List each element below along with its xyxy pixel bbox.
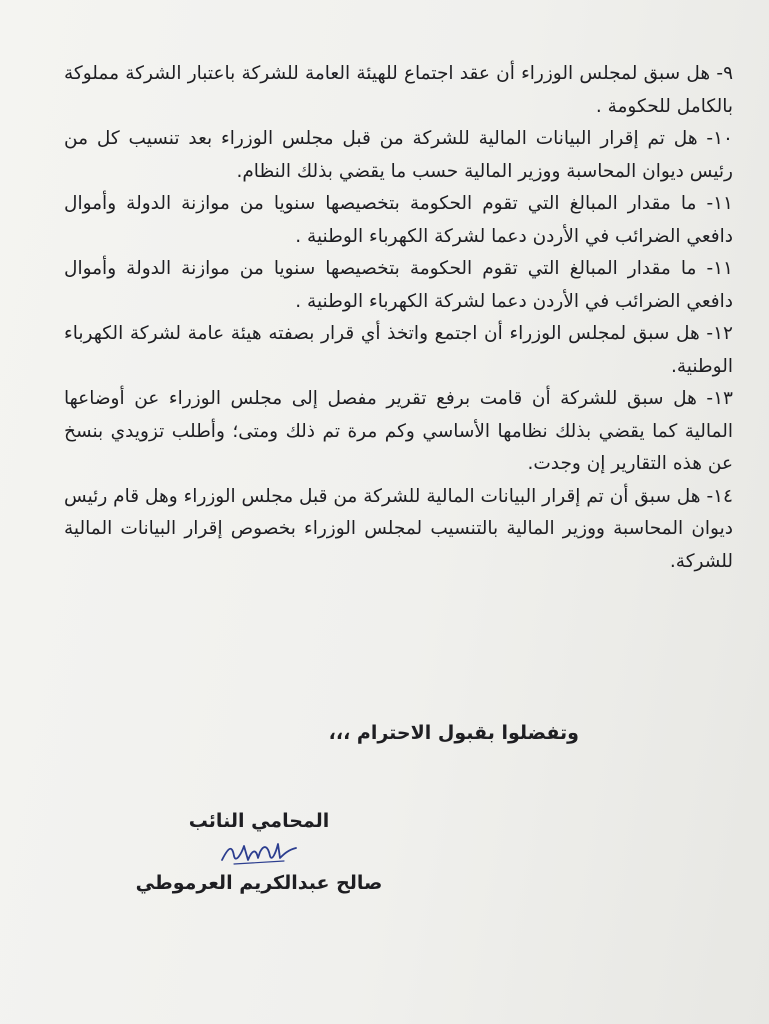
question-item-11-duplicate: ١١- ما مقدار المبالغ التي تقوم الحكومة بتخصيصها سنويا من موازنة الدولة وأموال دافعي الضرائب في الأردن دعما لشركة الكهرباء الوطنية .: [64, 258, 733, 312]
question-item-14: ١٤- هل سبق أن تم إقرار البيانات المالية للشركة من قبل مجلس الوزراء وهل قام رئيس ديوان المحاسبة ووزير المالية بالتنسيب لمجلس الوزراء بخصوص إقرار البيانات المالية للشركة.: [64, 485, 733, 572]
signatory-title: المحامي النائب: [188, 810, 330, 832]
signatory-name: صالح عبدالكريم العرموطي: [135, 872, 383, 894]
handwritten-signature: [214, 834, 304, 868]
question-item-10: ١٠- هل تم إقرار البيانات المالية للشركة من قبل مجلس الوزراء بعد تنسيب كل من رئيس ديوان المحاسبة ووزير المالية حسب ما يقضي بذلك النظام.: [64, 128, 733, 182]
closing-line: وتفضلوا بقبول الاحترام ،،،: [328, 722, 579, 744]
question-item-12: ١٢- هل سبق لمجلس الوزراء أن اجتمع واتخذ أي قرار بصفته هيئة عامة لشركة الكهرباء الوطنية.: [64, 323, 733, 377]
questions-list: [64, 58, 733, 578]
question-item-9: ٩- هل سبق لمجلس الوزراء أن عقد اجتماع للهيئة العامة للشركة باعتبار الشركة مملوكة بالكامل للحكومة .: [64, 63, 733, 117]
signature-block: [129, 810, 389, 894]
question-item-13: ١٣- هل سبق للشركة أن قامت برفع تقرير مفصل إلى مجلس الوزراء عن أوضاعها المالية كما يقضي بذلك نظامها الأساسي وكم مرة تم ذلك ومتى؛ وأطلب تزويدي بنسخ عن هذه التقارير إن وجدت.: [64, 388, 733, 474]
question-item-11: ١١- ما مقدار المبالغ التي تقوم الحكومة بتخصيصها سنويا من موازنة الدولة وأموال دافعي الضرائب في الأردن دعما لشركة الكهرباء الوطنية .: [64, 193, 733, 247]
